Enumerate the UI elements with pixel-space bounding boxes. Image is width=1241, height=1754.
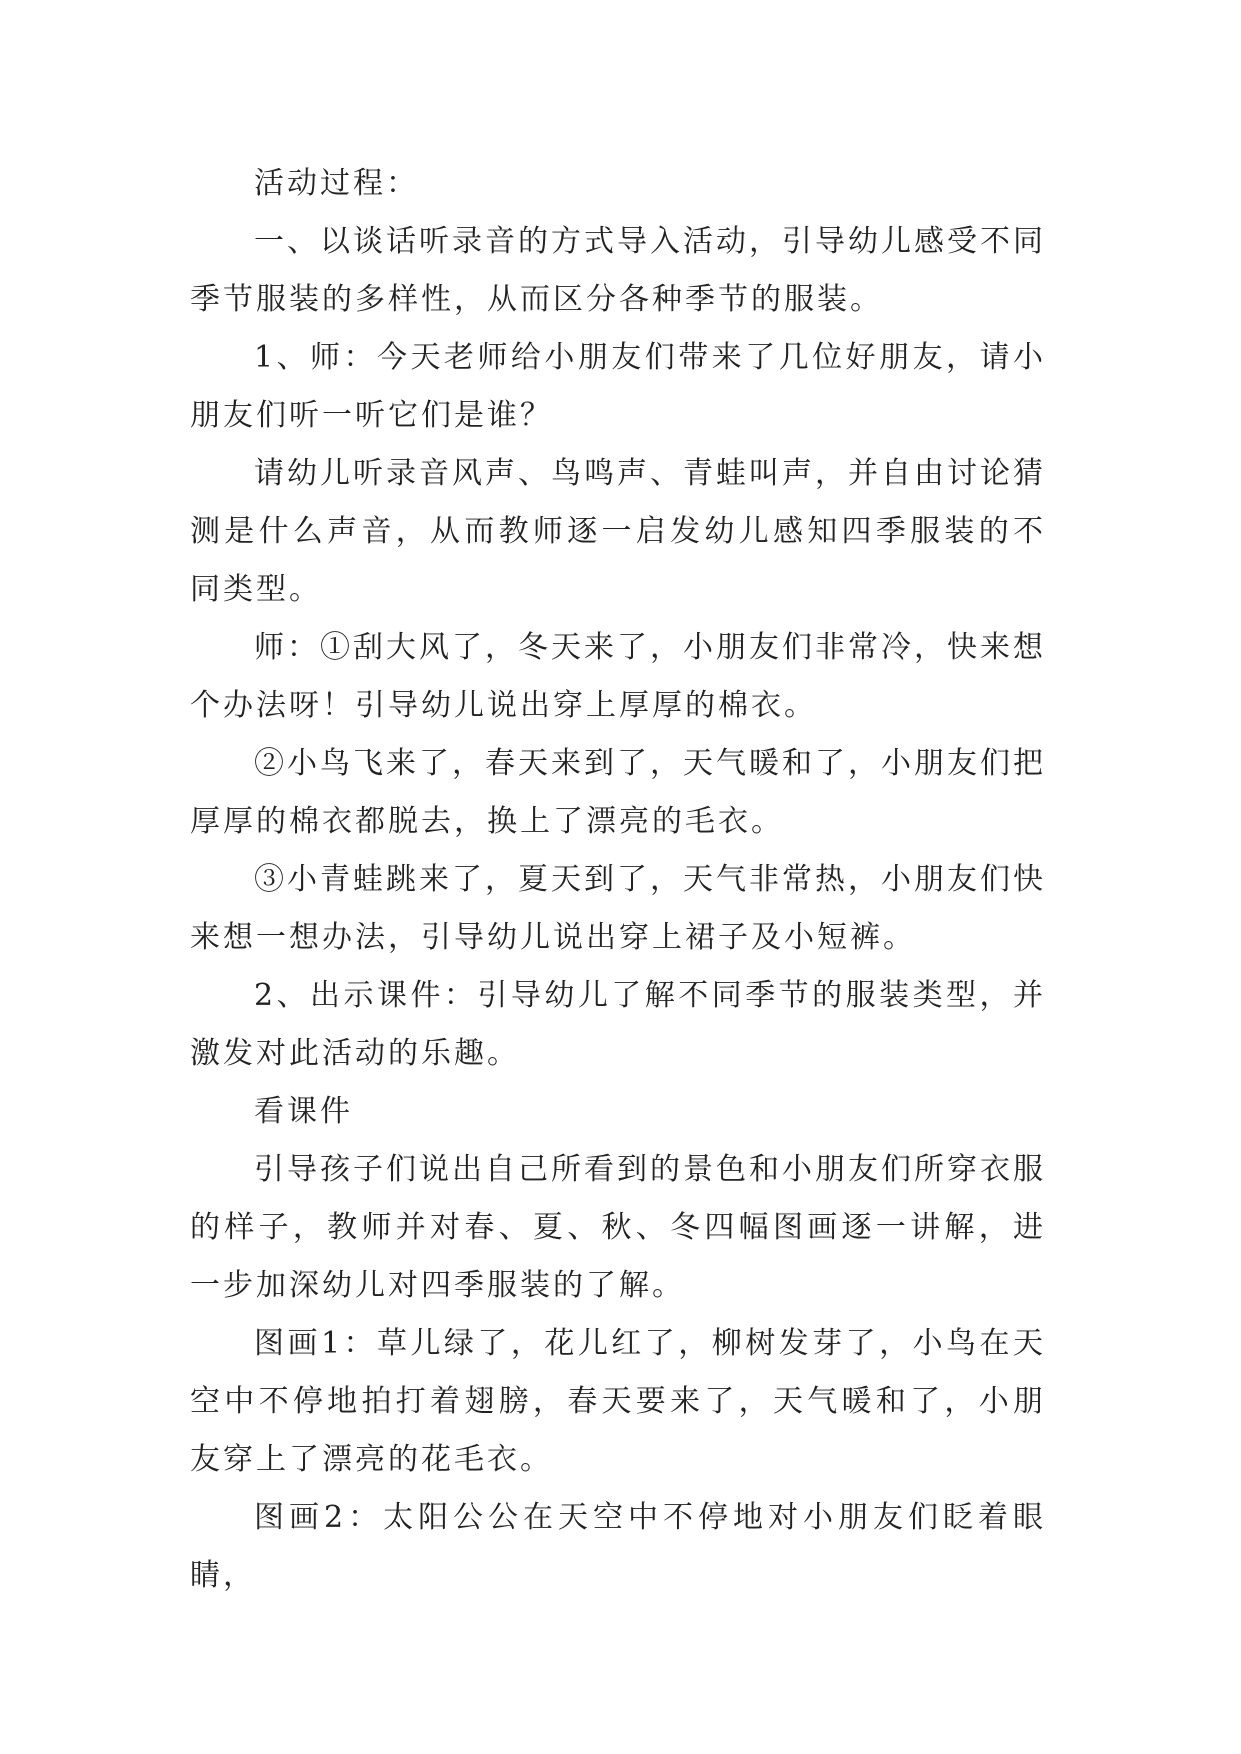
document-body (190, 155, 1046, 1605)
paragraph-guide-children: 引导孩子们说出自己所看到的景色和小朋友们所穿衣服的样子，教师并对春、夏、秋、冬四幅图画逐一讲解，进一步加深幼儿对四季服装的了解。 (190, 1152, 1046, 1303)
paragraph-picture-one: 图画1：草儿绿了，花儿红了，柳树发芽了，小鸟在天空中不停地拍打着翅膀，春天要来了，天气暖和了，小朋友穿上了漂亮的花毛衣。 (190, 1326, 1046, 1477)
paragraph-watch-courseware: 看课件 (254, 1094, 353, 1129)
paragraph-winter-prompt: 师：①刮大风了，冬天来了，小朋友们非常冷，快来想个办法呀！引导幼儿说出穿上厚厚的棉衣。 (190, 630, 1046, 723)
paragraph-picture-two: 图画2：太阳公公在天空中不停地对小朋友们眨着眼睛， (190, 1500, 1046, 1593)
paragraph-show-courseware: 2、出示课件：引导幼儿了解不同季节的服装类型，并激发对此活动的乐趣。 (190, 978, 1046, 1071)
paragraph-summer-prompt: ③小青蛙跳来了，夏天到了，天气非常热，小朋友们快来想一想办法，引导幼儿说出穿上裙子及小短裤。 (190, 862, 1046, 955)
paragraph-listen-recording: 请幼儿听录音风声、鸟鸣声、青蛙叫声，并自由讨论猜测是什么声音，从而教师逐一启发幼儿感知四季服装的不同类型。 (190, 456, 1046, 607)
paragraph-teacher-question: 1、师：今天老师给小朋友们带来了几位好朋友，请小朋友们听一听它们是谁？ (190, 340, 1046, 433)
paragraph-step-one-intro: 一、以谈话听录音的方式导入活动，引导幼儿感受不同季节服装的多样性，从而区分各种季节的服装。 (190, 224, 1046, 317)
paragraph-spring-prompt: ②小鸟飞来了，春天来到了，天气暖和了，小朋友们把厚厚的棉衣都脱去，换上了漂亮的毛衣。 (190, 746, 1046, 839)
paragraph-activity-process-heading: 活动过程： (254, 166, 419, 201)
